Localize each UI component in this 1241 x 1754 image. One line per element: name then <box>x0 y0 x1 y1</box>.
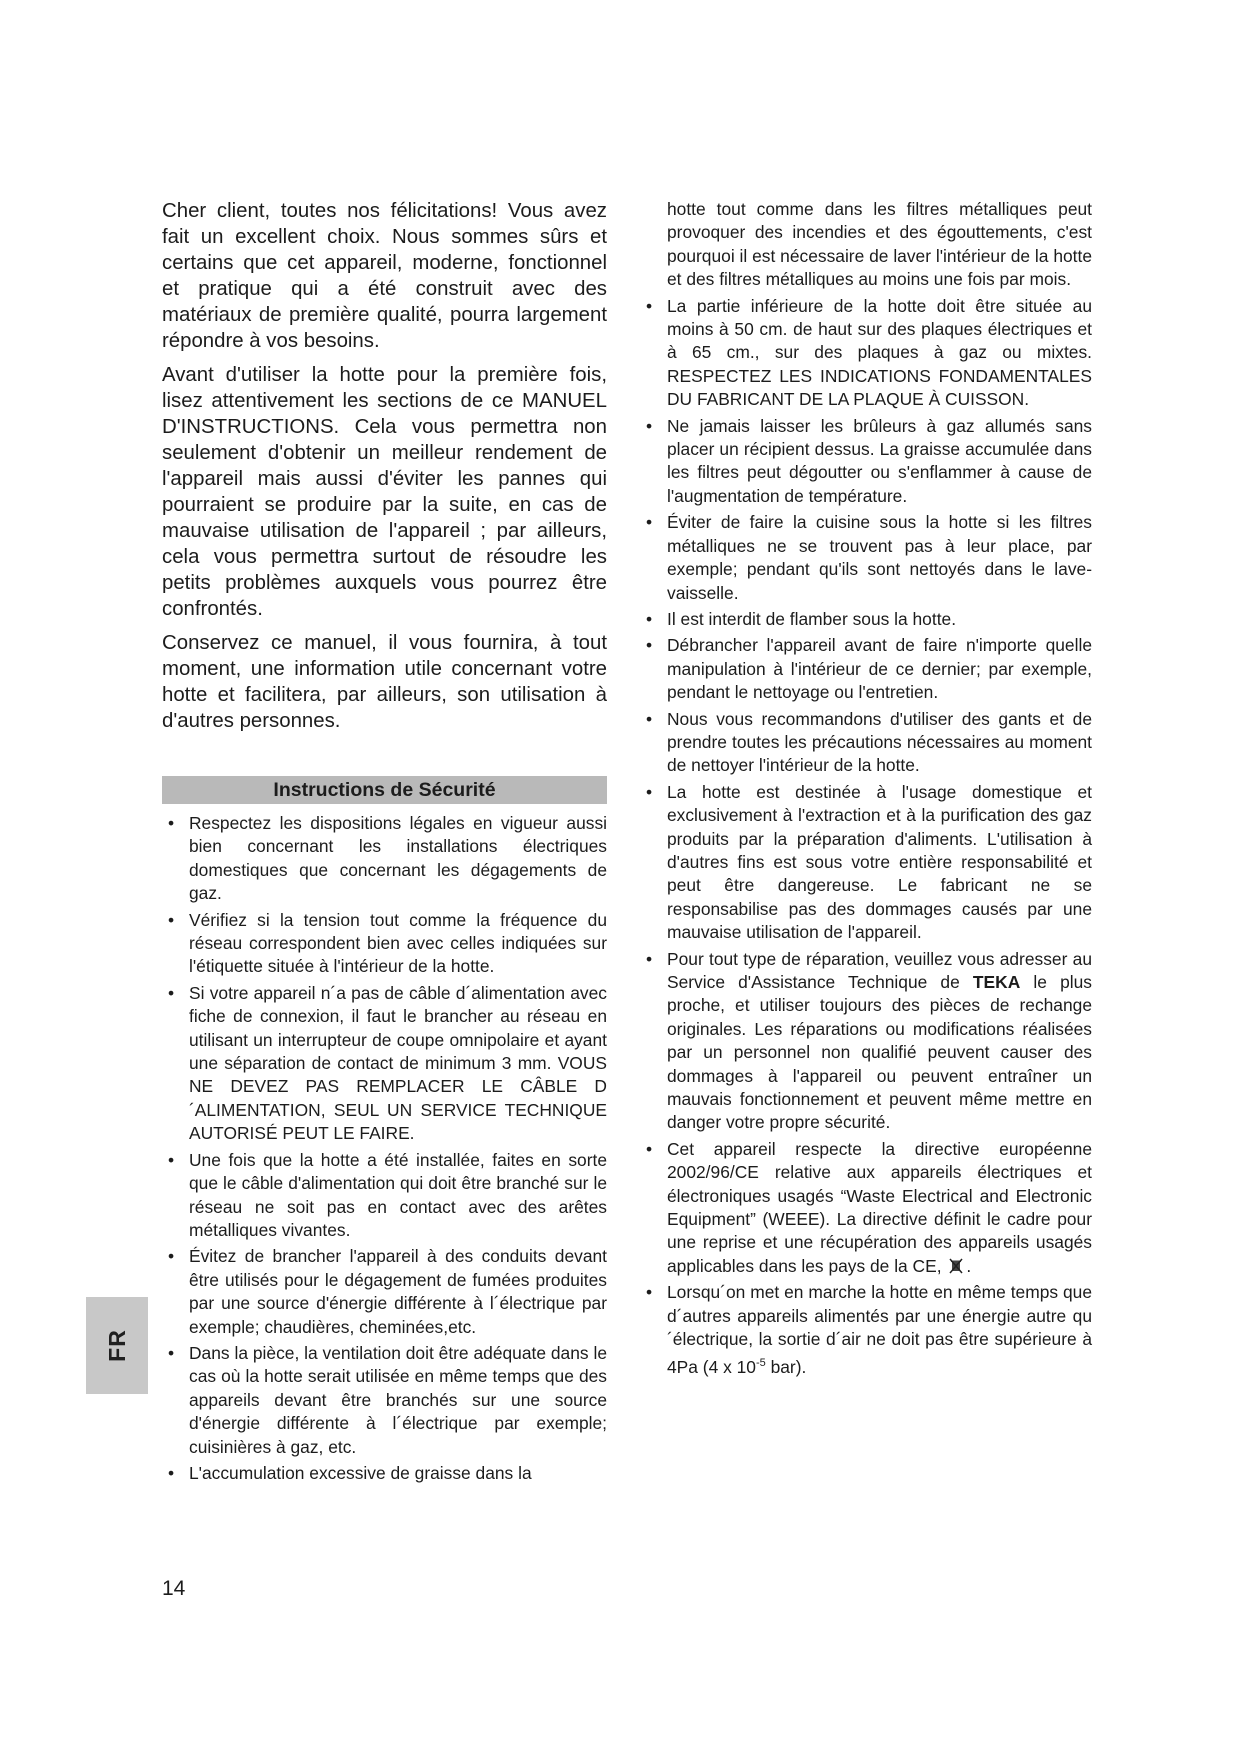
pressure-end: bar). <box>765 1356 807 1377</box>
safety-item-repair <box>640 948 1092 1135</box>
language-tab-label: FR <box>103 1329 130 1362</box>
safety-item: • Dans la pièce, la ventilation doit être adéquate dans le cas où la hotte serait utilisée en même temps que des appareils devant être branchés sur une source d'énergie différente à l´électrique par exemple; cuisinières à gaz, etc. <box>162 1342 607 1459</box>
weee-text: Cet appareil respecte la directive européenne 2002/96/CE relative aux appareils électriques et électroniques usagés “Waste Electrical and Electronic Equipment” (WEEE). La directive définit le cadre pour une reprise et une récupération des appareils usagés applicables dans les pays de la CE, <box>667 1138 1092 1276</box>
safety-item: • Évitez de brancher l'appareil à des conduits devant être utilisés pour le dégagement de fumées produites par une source d'énergie différente à l´électrique par exemple; chaudières, cheminées,etc. <box>162 1245 607 1339</box>
repair-text-before: Pour tout type de réparation, veuillez vous adresser au Service d'Assistance Technique de <box>667 948 1092 992</box>
intro-section <box>162 198 607 734</box>
safety-item: • Une fois que la hotte a été installée, faites en sorte que le câble d'alimentation qui doit être branché sur le réseau ne soit pas en contact avec des arêtes métalliques vivantes. <box>162 1149 607 1243</box>
repair-text-after: le plus proche, et utiliser toujours des pièces de rechange originales. Les réparations ou modifications réalisées par un personnel non qualifié peuvent causer des dommages à l'appareil ou peuvent entraîner un mauvais fonctionnement et peuvent même mettre en danger votre propre sécurité. <box>667 972 1092 1133</box>
language-tab <box>86 1297 148 1394</box>
pressure-exponent: -5 <box>755 1356 766 1369</box>
crossed-bin-icon <box>949 1257 963 1273</box>
safety-item: • L'accumulation excessive de graisse dans la <box>162 1462 607 1485</box>
left-column <box>162 198 607 1488</box>
pressure-text: Lorsqu´on met en marche la hotte en même temps que d´autres appareils alimentés par une énergie autre qu´électrique, la sortie d´air ne doit pas être supérieure à 4Pa (4 x 10 <box>667 1282 1092 1377</box>
page-number: 14 <box>162 1577 186 1600</box>
safety-item-pressure <box>640 1281 1092 1378</box>
safety-list-right <box>640 198 1092 1379</box>
intro-paragraph-3: Conservez ce manuel, il vous fournira, à tout moment, une information utile concernant votre hotte et facilitera, par ailleurs, son utilisation à d'autres personnes. <box>162 632 607 732</box>
safety-item: • Débrancher l'appareil avant de faire n'importe quelle manipulation à l'intérieur de ce dernier; par exemple, pendant le nettoyage ou l'entretien. <box>640 634 1092 704</box>
safety-heading: Instructions de Sécurité <box>162 776 607 804</box>
safety-list-left <box>162 812 607 1485</box>
safety-item: • Si votre appareil n´a pas de câble d´alimentation avec fiche de connexion, il faut le brancher au réseau en utilisant un interrupteur de coupe omnipolaire et ayant une séparation de contact de minimum 3 mm. VOUS NE DEVEZ PAS REMPLACER LE CÂBLE D´ALIMENTATION, SEUL UN SERVICE TECHNIQUE AUTORISÉ PEUT LE FAIRE. <box>162 982 607 1146</box>
brand-name: TEKA <box>972 972 1021 992</box>
safety-item: • Il est interdit de flamber sous la hotte. <box>640 608 1092 631</box>
safety-item: • Éviter de faire la cuisine sous la hotte si les filtres métalliques ne se trouvent pas à leur place, par exemple; pendant qu'ils sont nettoyés dans le lave-vaisselle. <box>640 511 1092 605</box>
weee-end: . <box>966 1255 972 1276</box>
right-column <box>640 198 1092 1382</box>
safety-item-continuation: hotte tout comme dans les filtres métalliques peut provoquer des incendies et des égouttements, c'est pourquoi il est nécessaire de laver l'intérieur de la hotte et des filtres métalliques au moins une fois par mois. <box>667 199 1092 290</box>
safety-item: • Vérifiez si la tension tout comme la fréquence du réseau correspondent bien avec celles indiquées sur l'étiquette située à l'intérieur de la hotte. <box>162 909 607 979</box>
safety-item: • La hotte est destinée à l'usage domestique et exclusivement à l'extraction et à la purification des gaz produits par la préparation d'aliments. L'utilisation à d'autres fins est sous votre entière responsabilité et peut être dangereuse. Le fabricant ne se responsabilise pas des dommages causés par une mauvaise utilisation de l'appareil. <box>640 781 1092 945</box>
safety-item: • Nous vous recommandons d'utiliser des gants et de prendre toutes les précautions nécessaires au moment de nettoyer l'intérieur de la hotte. <box>640 708 1092 778</box>
safety-item: • Respectez les dispositions légales en vigueur aussi bien concernant les installations électriques domestiques que concernant les dégagements de gaz. <box>162 812 607 906</box>
safety-item: • La partie inférieure de la hotte doit être située au moins à 50 cm. de haut sur des plaques électriques et à 65 cm., sur des plaques à gaz ou mixtes. RESPECTEZ LES INDICATIONS FONDAMENTALES DU FABRICANT DE LA PLAQUE À CUISSON. <box>640 295 1092 412</box>
safety-item: • Ne jamais laisser les brûleurs à gaz allumés sans placer un récipient dessus. La graisse accumulée dans les filtres peut dégoutter ou s'enflammer à cause de l'augmentation de température. <box>640 415 1092 509</box>
intro-paragraph-1: Cher client, toutes nos félicitations! Vous avez fait un excellent choix. Nous sommes sûrs et certains que cet appareil, moderne, fonctionnel et pratique qui a été construit avec des matériaux de première qualité, pourra largement répondre à vos besoins. <box>162 200 607 352</box>
intro-paragraph-2: Avant d'utiliser la hotte pour la première fois, lisez attentivement les sections de ce MANUEL D'INSTRUCTIONS. Cela vous permettra non seulement d'obtenir un meilleur rendement de l'appareil mais aussi d'éviter les pannes qui pourraient se produire par la suite, en cas de mauvaise utilisation de l'appareil ; par ailleurs, cela vous permettra surtout de résoudre les petits problèmes auxquels vous pourrez être confrontés. <box>162 364 607 620</box>
safety-item-weee <box>640 1138 1092 1278</box>
